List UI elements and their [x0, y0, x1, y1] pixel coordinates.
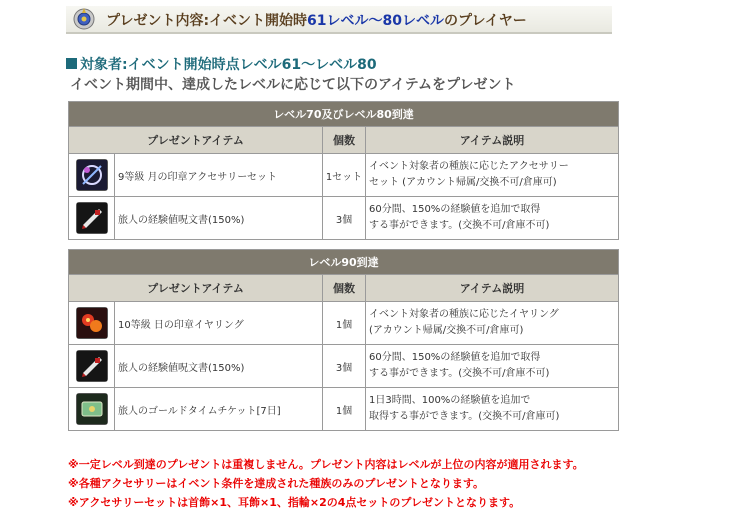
item-description-line: セット (アカウント帰属/交換不可/倉庫可): [369, 177, 557, 188]
item-description: [366, 302, 619, 345]
item-description-line: 取得する事ができます。(交換不可/倉庫可): [369, 411, 560, 422]
item-description: [366, 345, 619, 388]
item-description-line: 1日3時間、100%の経験値を追加で: [369, 395, 531, 406]
column-header-description: アイテム説明: [366, 275, 619, 302]
column-header-description: アイテム説明: [366, 127, 619, 154]
scroll-icon: [76, 202, 108, 234]
item-description-line: 60分間、150%の経験値を追加で取得: [369, 204, 541, 215]
scroll-icon: [76, 350, 108, 382]
table-row: [69, 154, 619, 197]
item-quantity: 1個: [323, 302, 366, 345]
item-quantity: 1個: [323, 388, 366, 431]
emblem-icon: [72, 6, 96, 30]
target-heading: [66, 54, 377, 74]
item-description-line: イベント対象者の種族に応じたアクセサリー: [369, 161, 569, 172]
item-description: [366, 388, 619, 431]
item-name: 旅人の経験値呪文書(150%): [115, 197, 323, 240]
column-header-item: プレゼントアイテム: [69, 127, 323, 154]
item-name: 旅人のゴールドタイムチケット[7日]: [115, 388, 323, 431]
event-description: イベント期間中、達成したレベルに応じて以下のアイテムをプレゼント: [70, 77, 516, 93]
page-header: [66, 6, 612, 34]
item-quantity: 3個: [323, 197, 366, 240]
table-row: [69, 345, 619, 388]
column-header-quantity: 個数: [323, 127, 366, 154]
reward-table-level-90: [68, 249, 619, 431]
item-description: [366, 197, 619, 240]
page-title: [106, 10, 527, 30]
target-heading-text: 対象者:イベント開始時点レベル61～レベル80: [80, 57, 377, 73]
reward-table-level-70-80: [68, 101, 619, 240]
note-line: ※各種アクセサリーはイベント条件を達成された種族のみのプレゼントとなります。: [68, 477, 485, 490]
table-row: [69, 302, 619, 345]
sun-seal-earring-icon: [76, 307, 108, 339]
note-line: ※一定レベル到達のプレゼントは重複しません。プレゼント内容はレベルが上位の内容が適用されます。: [68, 458, 584, 471]
item-description-line: (アカウント帰属/交換不可/倉庫可): [369, 325, 524, 336]
item-name: 9等級 月の印章アクセサリーセット: [115, 154, 323, 197]
item-description-line: 60分間、150%の経験値を追加で取得: [369, 352, 541, 363]
item-description-line: する事ができます。(交換不可/倉庫不可): [369, 220, 550, 231]
item-description-line: する事ができます。(交換不可/倉庫不可): [369, 368, 550, 379]
item-name: 10等級 日の印章イヤリング: [115, 302, 323, 345]
section-title: レベル70及びレベル80到達: [69, 102, 619, 127]
table-row: [69, 197, 619, 240]
column-header-item: プレゼントアイテム: [69, 275, 323, 302]
title-suffix: のプレイヤー: [444, 13, 527, 29]
item-quantity: 1セット: [323, 154, 366, 197]
section-title: レベル90到達: [69, 250, 619, 275]
item-description-line: イベント対象者の種族に応じたイヤリング: [369, 309, 559, 320]
note-line: ※アクセサリーセットは首飾×1、耳飾×1、指輪×2の4点セットのプレゼントとなります。: [68, 496, 521, 509]
item-quantity: 3個: [323, 345, 366, 388]
square-bullet-icon: [66, 58, 77, 69]
item-description: [366, 154, 619, 197]
table-row: [69, 388, 619, 431]
notes: [68, 455, 584, 512]
gold-time-ticket-icon: [76, 393, 108, 425]
column-header-quantity: 個数: [323, 275, 366, 302]
moon-seal-accessory-icon: [76, 159, 108, 191]
title-highlight: 61レベル～80レベル: [307, 13, 445, 29]
title-prefix: プレゼント内容:イベント開始時: [106, 13, 308, 29]
item-name: 旅人の経験値呪文書(150%): [115, 345, 323, 388]
